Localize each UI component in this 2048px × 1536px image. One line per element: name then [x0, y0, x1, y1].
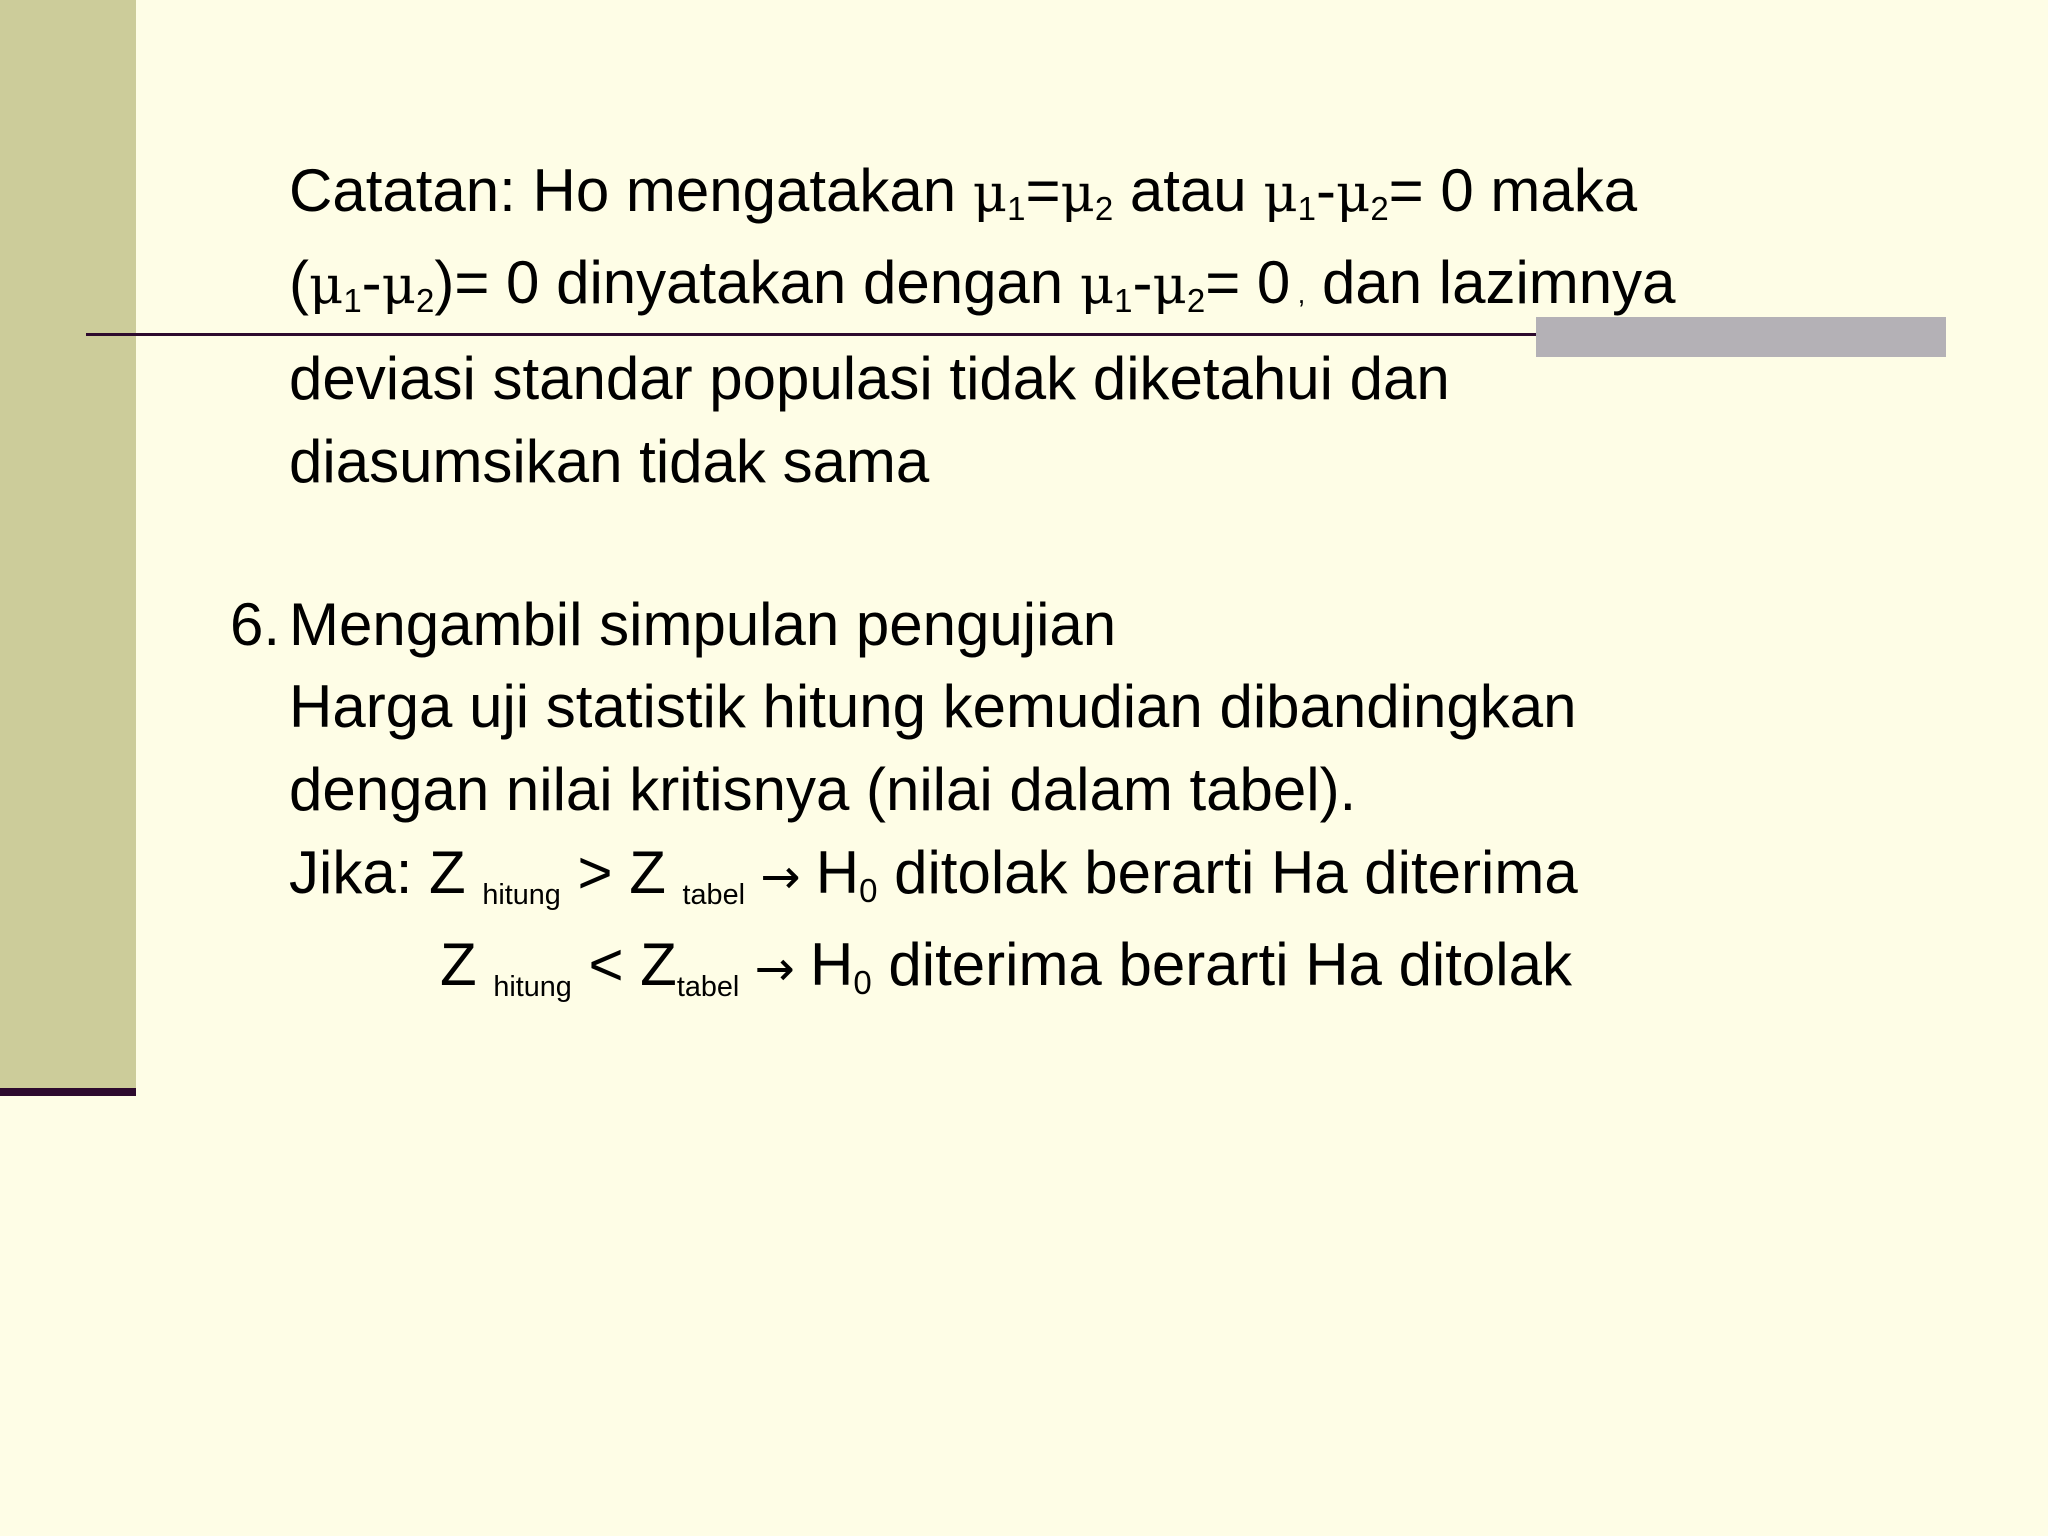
subscript: hitung — [493, 970, 572, 1003]
arrow-right-icon: → — [744, 849, 816, 905]
note-text: = 0 maka — [1388, 157, 1638, 224]
subscript: tabel — [676, 970, 740, 1003]
equals-sign: = — [1025, 157, 1061, 224]
decision-rule-accept — [440, 924, 1572, 1010]
note-line-1 — [289, 150, 1637, 235]
subscript: 0 — [853, 964, 872, 1002]
step-number: 6. — [230, 591, 281, 658]
subscript: 2 — [1370, 190, 1389, 228]
subscript: 1 — [1114, 282, 1133, 320]
subscript: 1 — [1297, 190, 1316, 228]
rule-text: H — [810, 931, 854, 998]
step-text-line-1: Harga uji statistik hitung kemudian dibandingkan — [289, 673, 1577, 740]
subscript: 0 — [859, 872, 878, 910]
note-text: )= 0 dinyatakan dengan — [434, 249, 1080, 316]
mu-symbol: μ — [972, 163, 1008, 224]
subscript: 2 — [415, 282, 435, 320]
comparison-operator: < Z — [571, 931, 677, 998]
note-text: atau — [1113, 157, 1264, 224]
mu-symbol: μ — [1152, 255, 1187, 316]
minus-sign: - — [361, 249, 382, 316]
step-heading: Mengambil simpulan pengujian — [289, 591, 1117, 658]
mu-symbol: μ — [1335, 163, 1371, 224]
small-comma: , — [1290, 279, 1306, 309]
note-line-3: deviasi standar populasi tidak diketahui dan — [289, 345, 1450, 412]
open-paren: ( — [289, 249, 309, 316]
subscript: 2 — [1094, 190, 1114, 228]
rule-result: ditolak berarti Ha diterima — [877, 839, 1578, 906]
subscript: 1 — [343, 282, 362, 320]
mu-symbol: μ — [1060, 163, 1095, 224]
note-line-4: diasumsikan tidak sama — [289, 428, 930, 495]
subscript: tabel — [682, 878, 745, 911]
minus-sign: - — [1316, 157, 1336, 224]
comparison-operator: > Z — [560, 839, 683, 906]
note-text: = 0 — [1205, 249, 1291, 316]
note-line-2 — [289, 242, 1676, 335]
mu-symbol: μ — [308, 255, 344, 316]
step-text-line-2: dengan nilai kritisnya (nilai dalam tabel). — [289, 756, 1357, 823]
mu-symbol: μ — [1079, 255, 1115, 316]
rule-text: Z — [440, 931, 494, 998]
rule-text: Jika: Z — [289, 839, 483, 906]
note-text: Catatan: Ho mengatakan — [289, 157, 973, 224]
rule-result: diterima berarti Ha ditolak — [871, 931, 1573, 998]
rule-text: H — [815, 839, 860, 906]
subscript: 1 — [1007, 190, 1026, 228]
minus-sign: - — [1132, 249, 1153, 316]
subscript: hitung — [482, 878, 561, 911]
subscript: 2 — [1186, 282, 1206, 320]
arrow-right-icon: → — [739, 941, 811, 997]
mu-symbol: μ — [1263, 163, 1298, 224]
note-text: dan lazimnya — [1305, 249, 1676, 316]
decision-rule-reject — [289, 832, 1578, 918]
mu-symbol: μ — [381, 255, 416, 316]
